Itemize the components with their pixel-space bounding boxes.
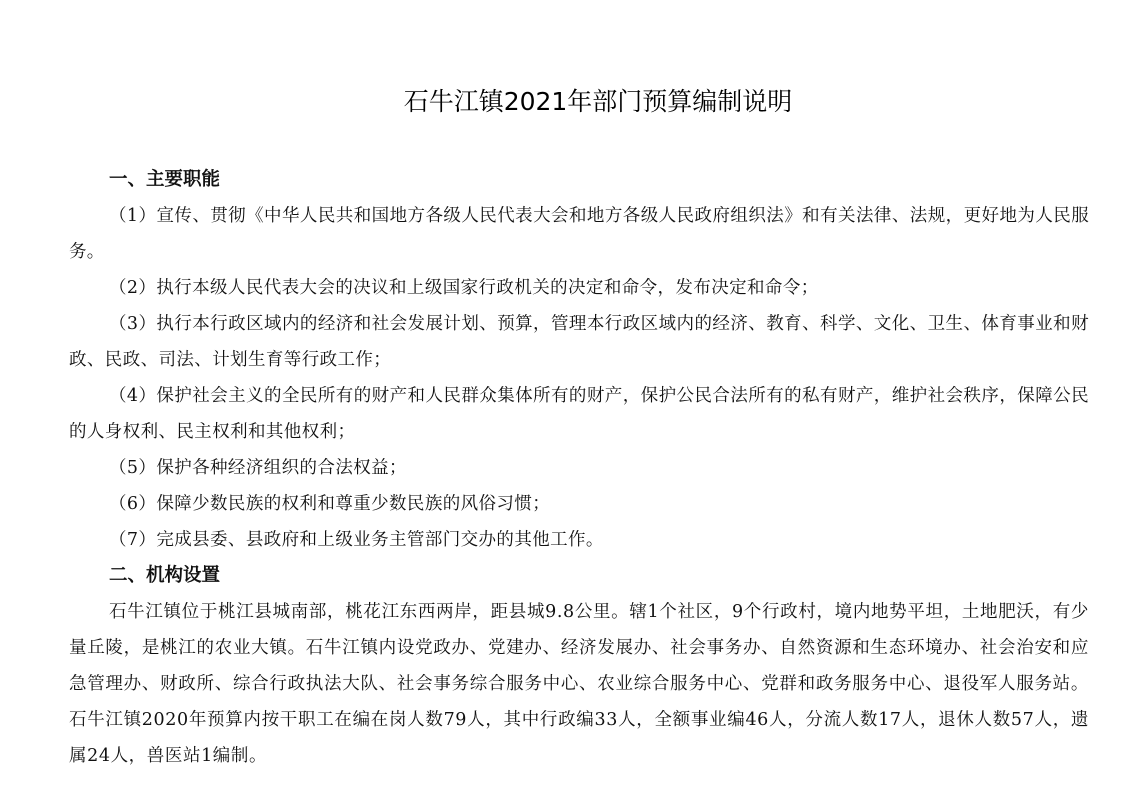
function-item-2: （2）执行本级人民代表大会的决议和上级国家行政机关的决定和命令，发布决定和命令； xyxy=(109,278,819,298)
function-item-4: （4）保护社会主义的全民所有的财产和人民群众集体所有的财产，保护公民合法所有的私有财产，维护社会秩序，保障公民的人身权利、民主权利和其他权利； xyxy=(69,386,1089,442)
document-body xyxy=(69,162,1089,774)
function-item-1: （1）宣传、贯彻《中华人民共和国地方各级人民代表大会和地方各级人民政府组织法》和有关法律、法规，更好地为人民服务。 xyxy=(69,206,1089,262)
function-item-3: （3）执行本行政区域内的经济和社会发展计划、预算，管理本行政区域内的经济、教育、科学、文化、卫生、体育事业和财政、民政、司法、计划生育等行政工作； xyxy=(69,314,1089,370)
document-title: 石牛江镇2021年部门预算编制说明 xyxy=(403,87,793,116)
function-item-7: （7）完成县委、县政府和上级业务主管部门交办的其他工作。 xyxy=(109,530,604,550)
organization-paragraph: 石牛江镇位于桃江县城南部，桃花江东西两岸，距县城9.8公里。辖1个社区，9个行政村，境内地势平坦，土地肥沃，有少量丘陵，是桃江的农业大镇。石牛江镇内设党政办、党建办、经济发展办、社会事务办、自然资源和生态环境办、社会治安和应急管理办、财政所、综合行政执法大队、社会事务综合服务中心、农业综合服务中心、党群和政务服务中心、退役军人服务站。石牛江镇2020年预算内按干职工在编在岗人数79人，其中行政编33人，全额事业编46人，分流人数17人，退休人数57人，遗属24人，兽医站1编制。 xyxy=(69,602,1089,766)
section-heading-organization: 二、机构设置 xyxy=(109,565,221,586)
function-item-6: （6）保障少数民族的权利和尊重少数民族的风俗习惯； xyxy=(109,494,551,514)
function-item-5: （5）保护各种经济组织的合法权益； xyxy=(109,458,407,478)
section-heading-functions: 一、主要职能 xyxy=(109,169,221,190)
